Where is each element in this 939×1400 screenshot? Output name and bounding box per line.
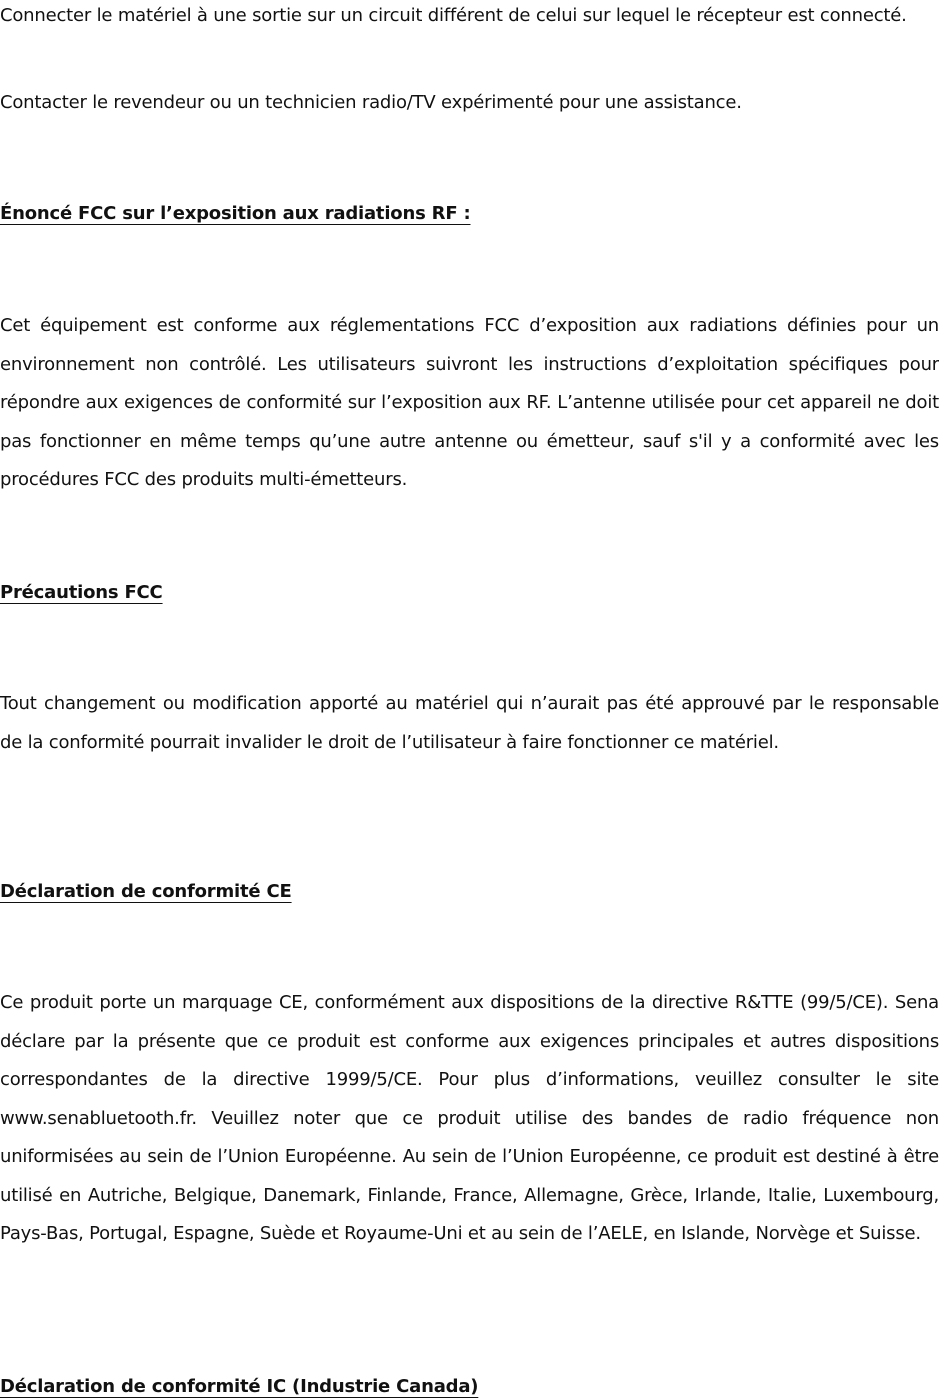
heading-rf-exposure: Énoncé FCC sur l’exposition aux radiations RF : (0, 203, 471, 224)
heading-ic-declaration: Déclaration de conformité IC (Industrie Canada) (0, 1376, 479, 1397)
paragraph-ce-declaration: Ce produit porte un marquage CE, conformément aux dispositions de la directive R&TTE (99/5/CE). Sena déclare par la présente que ce produit est conforme aux exigences principales et autres dispositions correspondantes de la directive 1999/5/CE. Pour plus d’informations, veuillez consulter le site www.senabluetooth.fr. Veuillez noter que ce produit utilise des bandes de radio fréquence non uniformisées au sein de l’Union Européenne. Au sein de l’Union Européenne, ce produit est destiné à être utilisé en Autriche, Belgique, Danemark, Finlande, France, Allemagne, Grèce, Irlande, Italie, Luxembourg, Pays-Bas, Portugal, Espagne, Suède et Royaume-Uni et au sein de l’AELE, en Islande, Norvège et Suisse. (0, 992, 939, 1244)
paragraph-fcc-precautions: Tout changement ou modification apporté au matériel qui n’aurait pas été approuvé par le responsable de la conformité pourrait invalider le droit de l’utilisateur à faire fonctionner ce matériel. (0, 693, 939, 753)
heading-ce-declaration: Déclaration de conformité CE (0, 881, 292, 902)
heading-fcc-precautions: Précautions FCC (0, 582, 163, 603)
paragraph-contact-dealer: Contacter le revendeur ou un technicien radio/TV expérimenté pour une assistance. (0, 92, 742, 113)
paragraph-rf-exposure: Cet équipement est conforme aux réglementations FCC d’exposition aux radiations définies pour un environnement non contrôlé. Les utilisateurs suivront les instructions d’exploitation spécifiques pour répondre aux exigences de conformité sur l’exposition aux RF. L’antenne utilisée pour cet appareil ne doit pas fonctionner en même temps qu’une autre antenne ou émetteur, sauf s'il y a conformité avec les procédures FCC des produits multi-émetteurs. (0, 315, 939, 490)
paragraph-connect-outlet: Connecter le matériel à une sortie sur un circuit différent de celui sur lequel le récepteur est connecté. (0, 5, 907, 26)
